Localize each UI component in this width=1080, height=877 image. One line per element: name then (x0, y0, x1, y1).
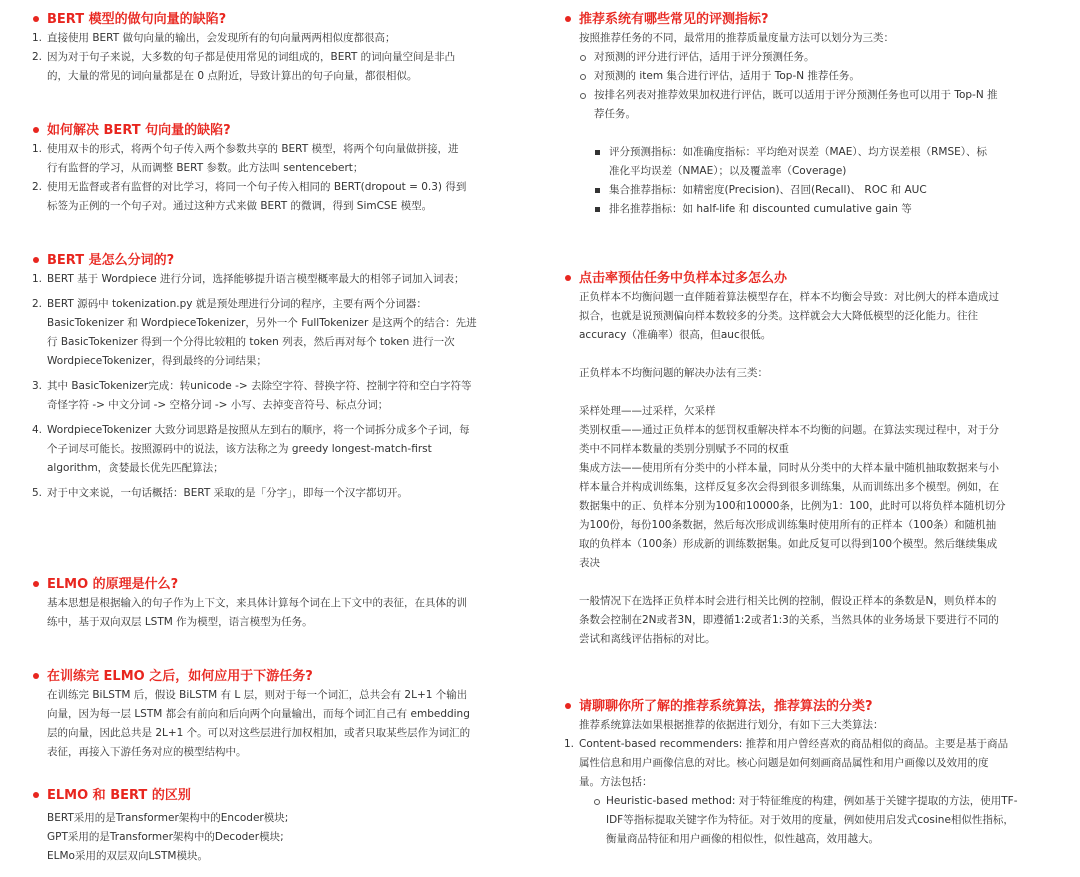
section-bert-sentence-vector-defect (32, 10, 502, 86)
bullet-list (564, 48, 1044, 124)
section-elmo-downstream (32, 667, 502, 762)
list-item: 1. Content-based recommenders: 推荐和用户曾经喜欢的商品相似的商品。主要是基于商品 属性信息和用户画像信息的对比。核心问题是如何刻画商品属性和用户画像以及效用的度 量。方法包括： (564, 738, 1009, 788)
list-item: 集合推荐指标：如精密度(Precision)、召回(Recall)、 ROC 和 AUC (564, 181, 1044, 200)
paragraph: 基本思想是根据输入的句子作为上下文，来具体计算每个词在上下文中的表征，在具体的训 练中，基于双向双层 LSTM 作为模型，语言模型为任务。 (47, 597, 467, 628)
paragraph: 在训练完 BiLSTM 后，假设 BiLSTM 有 L 层，则对于每一个词汇，总共会有 2L+1 个输出 向量，因为每一层 LSTM 都会有前向和后向两个向量输出，而每个词汇自己有 embedding 层的向量，因此总共是 2L+1 个。可以对这些层进行加权相加，或者只取某些层作为词汇的 表征，再接入下游任务对应的模型结构中。 (47, 689, 471, 758)
section-title: 在训练完 ELMO 之后，如何应用于下游任务? (32, 667, 502, 686)
list-item: 2. 因为对于句子来说，大多数的句子都是使用常见的词组成的，BERT 的词向量空间是非凸 的，大量的常见的词向量都是在 0 点附近，导致计算出的句子向量，都很相似。 (32, 51, 456, 82)
section-recsys-metrics (564, 10, 1044, 219)
paragraph: BERT采用的是Transformer架构中的Encoder模块; GPT采用的是Transformer架构中的Decoder模块; ELMo采用的双层双向LSTM模块。 (47, 812, 289, 862)
section-bert-tokenization (32, 251, 502, 503)
section-title: 如何解决 BERT 句向量的缺陷? (32, 121, 502, 140)
numbered-list (564, 735, 1044, 792)
list-item: 3. 其中 BasicTokenizer完成：转unicode -> 去除空字符、替换字符、控制字符和空白字符等 奇怪字符 -> 中文分词 -> 空格分词 -> 小写、去掉变音符号、标点分词； (32, 380, 472, 411)
list-item: 按排名列表对推荐效果加权进行评估，既可以适用于评分预测任务也可以用于 Top-N 推 荐任务。 (564, 86, 1044, 124)
numbered-list (32, 29, 502, 86)
list-item: 排名推荐指标：如 half-life 和 discounted cumulative gain 等 (564, 200, 1044, 219)
section-fix-bert-sentence-vector (32, 121, 502, 216)
section-title: 请聊聊你所了解的推荐系统算法，推荐算法的分类? (564, 697, 1044, 716)
square-bullet-list (564, 143, 1044, 219)
list-item: 1. 直接使用 BERT 做句向量的输出，会发现所有的句向量两两相似度都很高； (32, 32, 396, 44)
numbered-list (32, 270, 502, 503)
section-title: BERT 模型的做句向量的缺陷? (32, 10, 502, 29)
section-elmo-vs-bert (32, 786, 502, 866)
list-item: 2. 使用无监督或者有监督的对比学习，将同一个句子传入相同的 BERT(dropout = 0.3) 得到 标签为正例的一个句子对。通过这种方式来做 BERT 的微调，得到 SimCSE 模型。 (32, 181, 467, 212)
list-item: 4. WordpieceTokenizer 大致分词思路是按照从左到右的顺序，将一个词拆分成多个子词，每 个子词尽可能长。按照源码中的说法，该方法称之为 greedy longest-match-first algorithm，贪婪最长优先匹配算法； (32, 424, 470, 474)
list-item: 2. BERT 源码中 tokenization.py 就是预处理进行分词的程序，主要有两个分词器： BasicTokenizer 和 WordpieceTokenizer，另外一个 FullTokenizer 是这两个的结合：先进 行 BasicTokenizer 得到一个分得比较粗的 token 列表，然后再对每个 token 进行一次 WordpieceTokenizer，得到最终的分词结果； (32, 298, 477, 367)
paragraph: 按照推荐任务的不同，最常用的推荐质量度量方法可以划分为三类： (579, 32, 894, 44)
sub-bullet-list (564, 792, 1044, 849)
numbered-list (32, 140, 502, 216)
paragraph: 正负样本不均衡问题一直伴随着算法模型存在，样本不均衡会导致：对比例大的样本造成过 拟合，也就是说预测偏向样本数较多的分类。这样就会大大降低模型的泛化能力。往往 accuracy（准确率）很高，但auc很低。 正负样本不均衡问题的解决办法有三类： 采样处理——过采样，欠采样 类别权重——通过正负样本的惩罚权重解决样本不均衡的问题。在算法实现过程中，对于分 类中不同样本数量的类别分别赋予不同的权重 集成方法——使用所有分类中的小样本量，同时从分类中的大样本量中随机抽取数据来与小 样本量合并构成训练集，这样反复多次会得到很多训练集，从而训练出多个模型。例如，在 数据集中的正、负样本分别为100和10000条，比例为1：100，此时可以将负样本随机切分 为100份，每份100条数据，然后每次形成训练集时使用所有的正样本（100条）和随机抽 取的负样本（100条）形成新的训练数据集。如此反复可以得到100个模型。然后继续集成 表决 一般情况下在选择正负样本时会进行相关比例的控制，假设正样本的条数是N，则负样本的 条数会控制在2N或者3N，即遵循1:2或者1:3的关系，当然具体的业务场景下要进行不同的 尝试和离线评估指标的对比。 (579, 291, 1006, 645)
section-title: BERT 是怎么分词的? (32, 251, 502, 270)
list-item: Heuristic-based method: 对于特征维度的构建，例如基于关键字提取的方法，使用TF- IDF等指标提取关键字作为特征。对于效用的度量，例如使用启发式cosine相似性指标， 衡量商品特征和用户画像的相似性，似性越高，效用越大。 (564, 792, 1044, 849)
section-title: ELMO 的原理是什么? (32, 575, 502, 594)
section-title: ELMO 和 BERT 的区别 (32, 786, 502, 805)
list-item: 对预测的评分进行评估，适用于评分预测任务。 (564, 48, 1044, 67)
section-title: 推荐系统有哪些常见的评测指标? (564, 10, 1044, 29)
section-elmo-principle (32, 575, 502, 632)
section-title: 点击率预估任务中负样本过多怎么办 (564, 269, 1044, 288)
list-item: 5. 对于中文来说，一句话概括：BERT 采取的是「分字」，即每一个汉字都切开。 (32, 487, 408, 499)
list-item: 1. BERT 基于 Wordpiece 进行分词，选择能够提升语言模型概率最大的相邻子词加入词表； (32, 273, 465, 285)
paragraph: 推荐系统算法如果根据推荐的依据进行划分，有如下三大类算法： (579, 719, 884, 731)
list-item: 对预测的 item 集合进行评估，适用于 Top-N 推荐任务。 (564, 67, 1044, 86)
list-item: 评分预测指标：如准确度指标：平均绝对误差（MAE）、均方误差根（RMSE）、标 准化平均误差（NMAE）；以及覆盖率（Coverage) (564, 143, 1044, 181)
section-recsys-algorithms (564, 697, 1044, 849)
section-ctr-negative-samples (564, 269, 1044, 649)
list-item: 1. 使用双卡的形式，将两个句子传入两个参数共享的 BERT 模型，将两个句向量做拼接，进 行有监督的学习，从而调整 BERT 参数。此方法叫 sentencebert； (32, 143, 459, 174)
